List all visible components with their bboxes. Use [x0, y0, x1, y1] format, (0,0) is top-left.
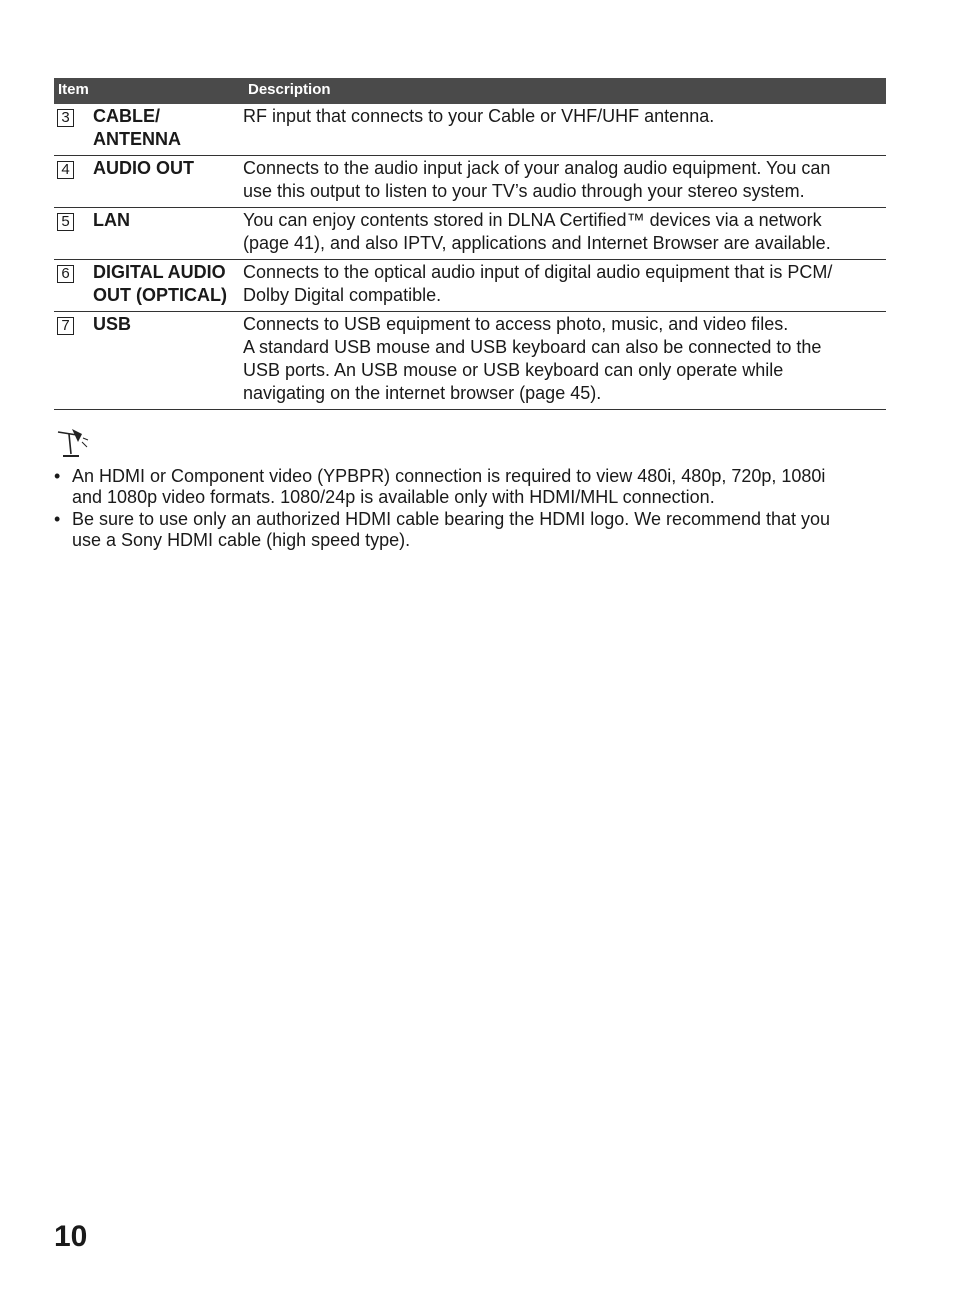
item-name: CABLE/ ANTENNA: [93, 106, 181, 149]
bullet: •: [54, 466, 61, 486]
lamp-hint-icon: [55, 428, 91, 460]
list-item: [54, 509, 886, 551]
item-description: Connects to the optical audio input of digital audio equipment that is PCM/ Dolby Digital compatible.: [243, 262, 833, 305]
item-description: Connects to the audio input jack of your analog audio equipment. You can use this output to listen to your TV’s audio through your stereo system.: [243, 158, 831, 201]
table-row: [54, 208, 886, 260]
table-row: [54, 156, 886, 208]
item-name: LAN: [93, 210, 130, 230]
item-number-badge: 7: [57, 317, 74, 335]
note-text: Be sure to use only an authorized HDMI cable bearing the HDMI logo. We recommend that you use a Sony HDMI cable (high speed type).: [72, 509, 831, 550]
table-row: [54, 260, 886, 312]
table-header: [54, 78, 886, 104]
item-number-badge: 5: [57, 213, 74, 231]
item-description: RF input that connects to your Cable or VHF/UHF antenna.: [243, 106, 715, 126]
item-number-badge: 3: [57, 109, 74, 127]
item-name: USB: [93, 314, 132, 334]
page-number: 10: [54, 1220, 88, 1253]
note-text: An HDMI or Component video (YPBPR) connection is required to view 480i, 480p, 720p, 1080i and 1080p video formats. 1080/24p is available only with HDMI/MHL connection.: [72, 466, 826, 507]
item-description: Connects to USB equipment to access photo, music, and video files. A standard USB mouse and USB keyboard can also be connected to the USB ports. An USB mouse or USB keyboard can only operate while navigating on the internet browser (page 45).: [243, 314, 822, 403]
item-number-badge: 6: [57, 265, 74, 283]
item-description: You can enjoy contents stored in DLNA Certified™ devices via a network (page 41), and also IPTV, applications and Internet Browser are available.: [243, 210, 831, 253]
table-row: [54, 312, 886, 410]
bullet: •: [54, 509, 61, 529]
header-item: Item: [58, 81, 89, 98]
item-number-badge: 4: [57, 161, 74, 179]
header-description: Description: [248, 81, 331, 98]
list-item: [54, 466, 886, 508]
notes-list: [54, 466, 886, 552]
table-row: [54, 104, 886, 156]
item-name: AUDIO OUT: [93, 158, 194, 178]
item-name: DIGITAL AUDIO OUT (OPTICAL): [93, 262, 227, 305]
connections-table: [54, 78, 886, 410]
